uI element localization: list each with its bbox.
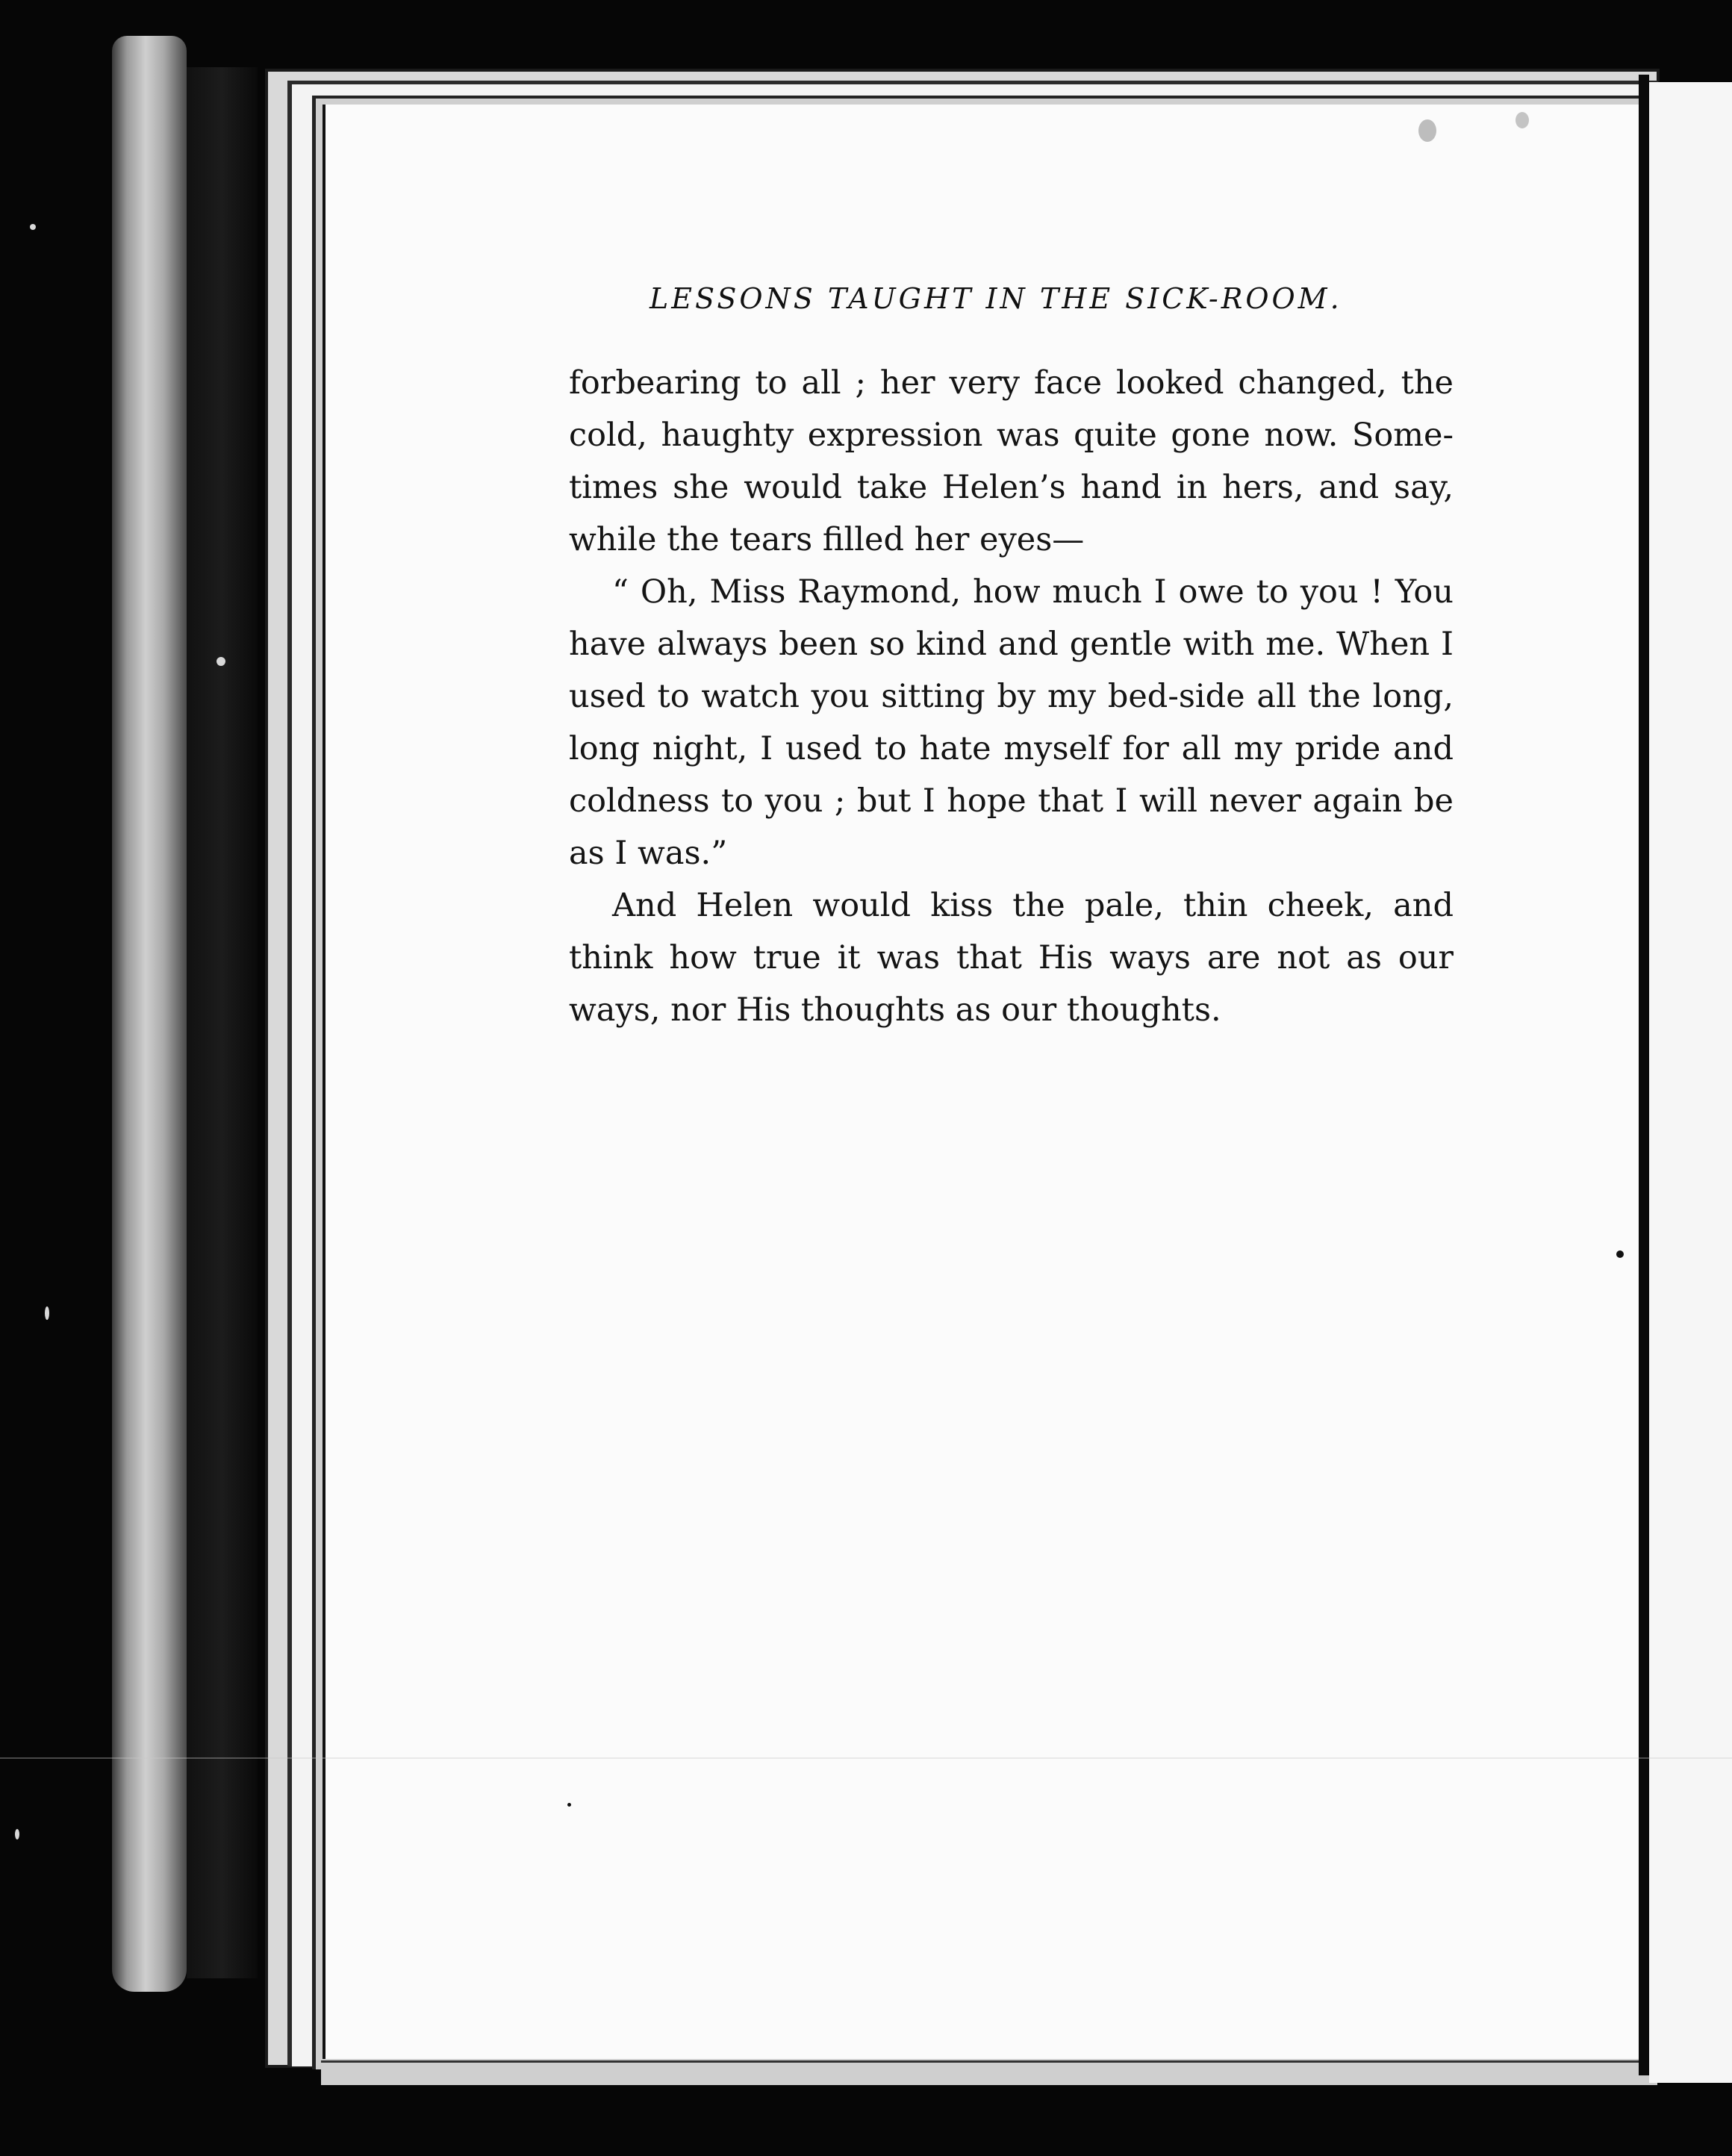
- scan-artifact-line: [0, 1757, 1732, 1759]
- body-text: [569, 357, 1454, 1036]
- paragraph: And Helen would kiss the pale, thin cheek, and think how true it was that His ways are not as our ways, nor His thoughts as our thoughts.: [569, 887, 1454, 1029]
- ink-speck: [1616, 1250, 1624, 1258]
- paragraph: “ Oh, Miss Raymond, how much I owe to you ! You have always been so kind and gentle with me. When I used to watch you sitting by my bed-side all the long, long night, I used to hate myself for all my pride and coldness to you ; but I hope that I will never again be as I was.”: [569, 573, 1454, 872]
- dust-speck: [216, 657, 225, 666]
- page-bottom-edge: [321, 2060, 1657, 2085]
- binding-shadow: [187, 67, 258, 1978]
- ink-speck: [567, 1803, 571, 1807]
- paragraph: forbearing to all ; her very face looked changed, the cold, haughty expression was quite gone now. Some-times she would take Helen’s hand in hers, and say, while the tears filled her eyes—: [569, 364, 1454, 558]
- right-gutter: [1639, 75, 1649, 2075]
- dust-speck: [1418, 119, 1436, 142]
- dust-speck: [1516, 112, 1529, 128]
- next-page-sliver: [1649, 82, 1732, 2083]
- dust-speck: [45, 1306, 49, 1320]
- dust-speck: [30, 224, 36, 230]
- dust-speck: [15, 1829, 19, 1839]
- book-spine: [112, 36, 187, 1992]
- running-head: LESSONS TAUGHT IN THE SICK-ROOM.: [650, 282, 1342, 315]
